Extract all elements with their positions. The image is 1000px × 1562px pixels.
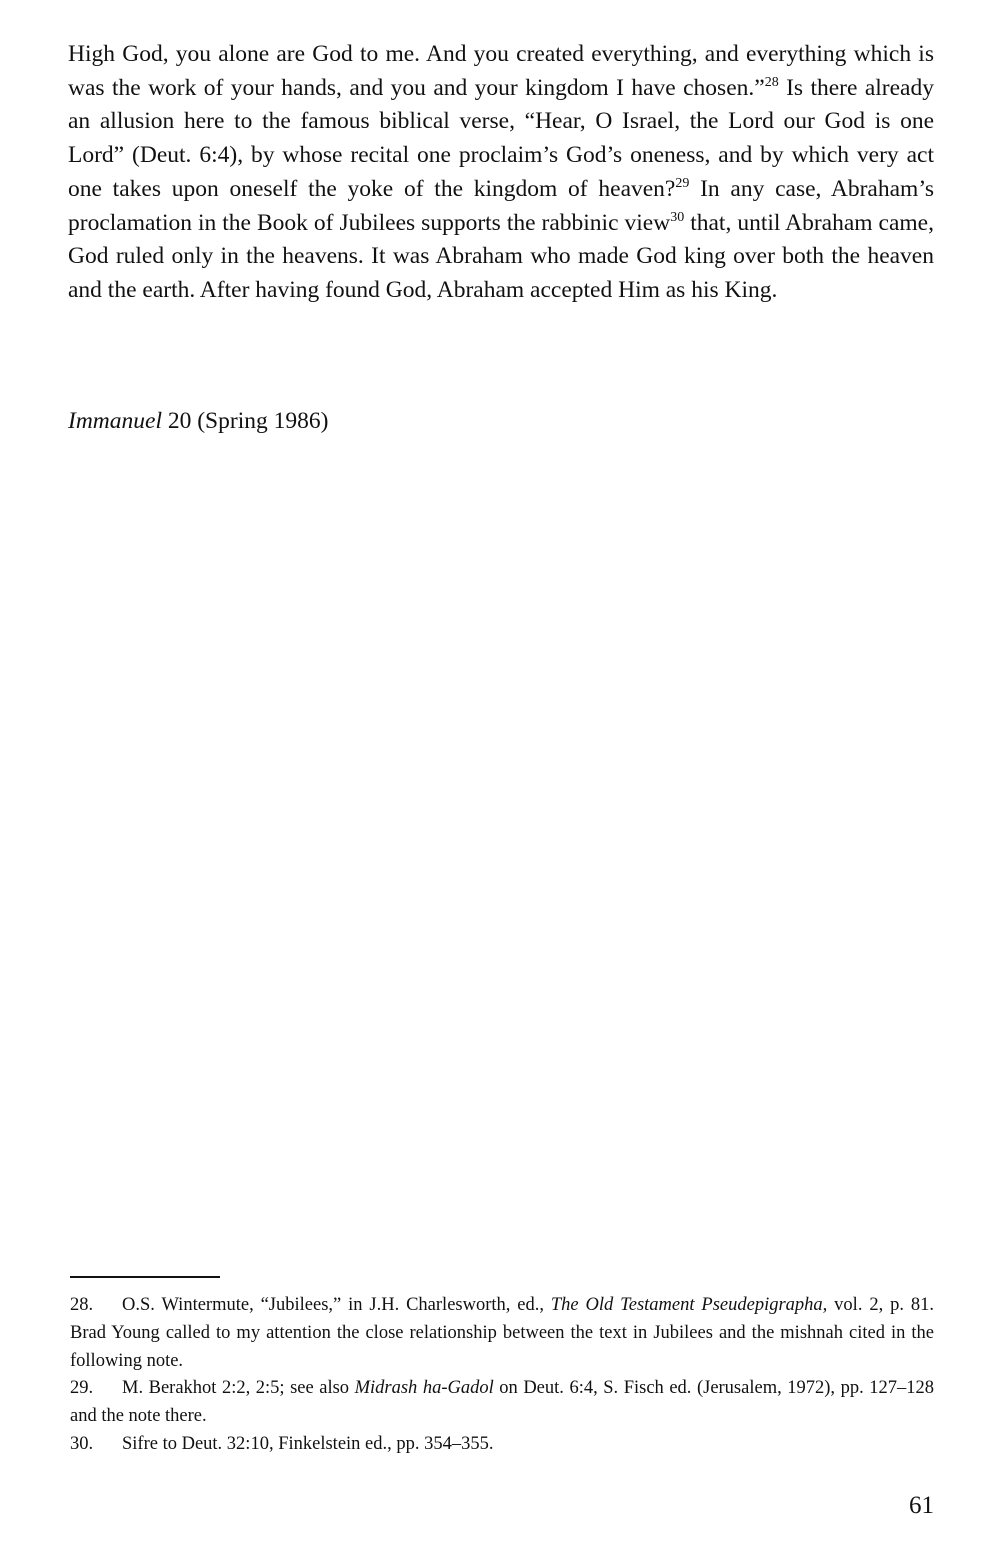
footnote-title: The Old Testament Pseudepigrapha, bbox=[550, 1295, 828, 1315]
journal-name: Immanuel bbox=[68, 408, 162, 434]
footnote-ref-28[interactable]: 28 bbox=[764, 74, 779, 90]
footnotes bbox=[70, 1292, 934, 1459]
footnote-text: on Deut. 6:4, S. Fisch ed. (Jerusalem, 1972), pp. 127–128 and the note there. bbox=[70, 1378, 934, 1427]
body-text-segment-3: In any case, Abraham’s proclamation in the Book of Jubilees supports the rabbinic view bbox=[68, 175, 934, 236]
footnote-30 bbox=[70, 1431, 934, 1459]
footnote-29 bbox=[70, 1375, 934, 1431]
footnote-number: 30. bbox=[70, 1433, 94, 1454]
body-text-segment-2: Is there already an allusion here to the famous biblical verse, “Hear, O Israel, the Lord our God is one Lord” (Deut. 6:4), by whose recital one proclaim’s God’s oneness, and by which very act one takes upon oneself the yoke of the kingdom of heaven? bbox=[68, 74, 934, 202]
footnote-text: O.S. Wintermute, “Jubilees,” in J.H. Charlesworth, ed., bbox=[122, 1295, 551, 1315]
source-citation bbox=[68, 405, 328, 438]
footnote-ref-29[interactable]: 29 bbox=[675, 175, 690, 191]
footnote-text: Sifre to Deut. 32:10, Finkelstein ed., pp. 354–355. bbox=[122, 1433, 494, 1454]
body-text-segment-1: High God, you alone are God to me. And you created everything, and everything which is was the work of your hands, and you and your kingdom I have chosen.” bbox=[68, 41, 934, 101]
footnote-number: 29. bbox=[70, 1378, 94, 1399]
body-paragraph bbox=[68, 38, 934, 308]
footnote-text: vol. 2, p. 81. Brad Young called to my attention the close relationship between the text in Jubilees and the mishnah cited in the following note. bbox=[70, 1295, 934, 1371]
footnote-text: M. Berakhot 2:2, 2:5; see also bbox=[122, 1378, 355, 1399]
footnote-ref-30[interactable]: 30 bbox=[670, 209, 685, 225]
body-text-segment-4: that, until Abraham came, God ruled only in the heavens. It was Abraham who made God king over both the heaven and the earth. After having found God, Abraham accepted Him as his King. bbox=[68, 209, 934, 303]
journal-issue: 20 (Spring 1986) bbox=[161, 408, 329, 434]
footnote-number: 28. bbox=[70, 1295, 94, 1315]
footnote-title: Midrash ha-Gadol bbox=[354, 1378, 494, 1399]
footnote-divider bbox=[70, 1276, 220, 1278]
page-number: 61 bbox=[909, 1492, 934, 1519]
footnote-28 bbox=[70, 1292, 934, 1375]
